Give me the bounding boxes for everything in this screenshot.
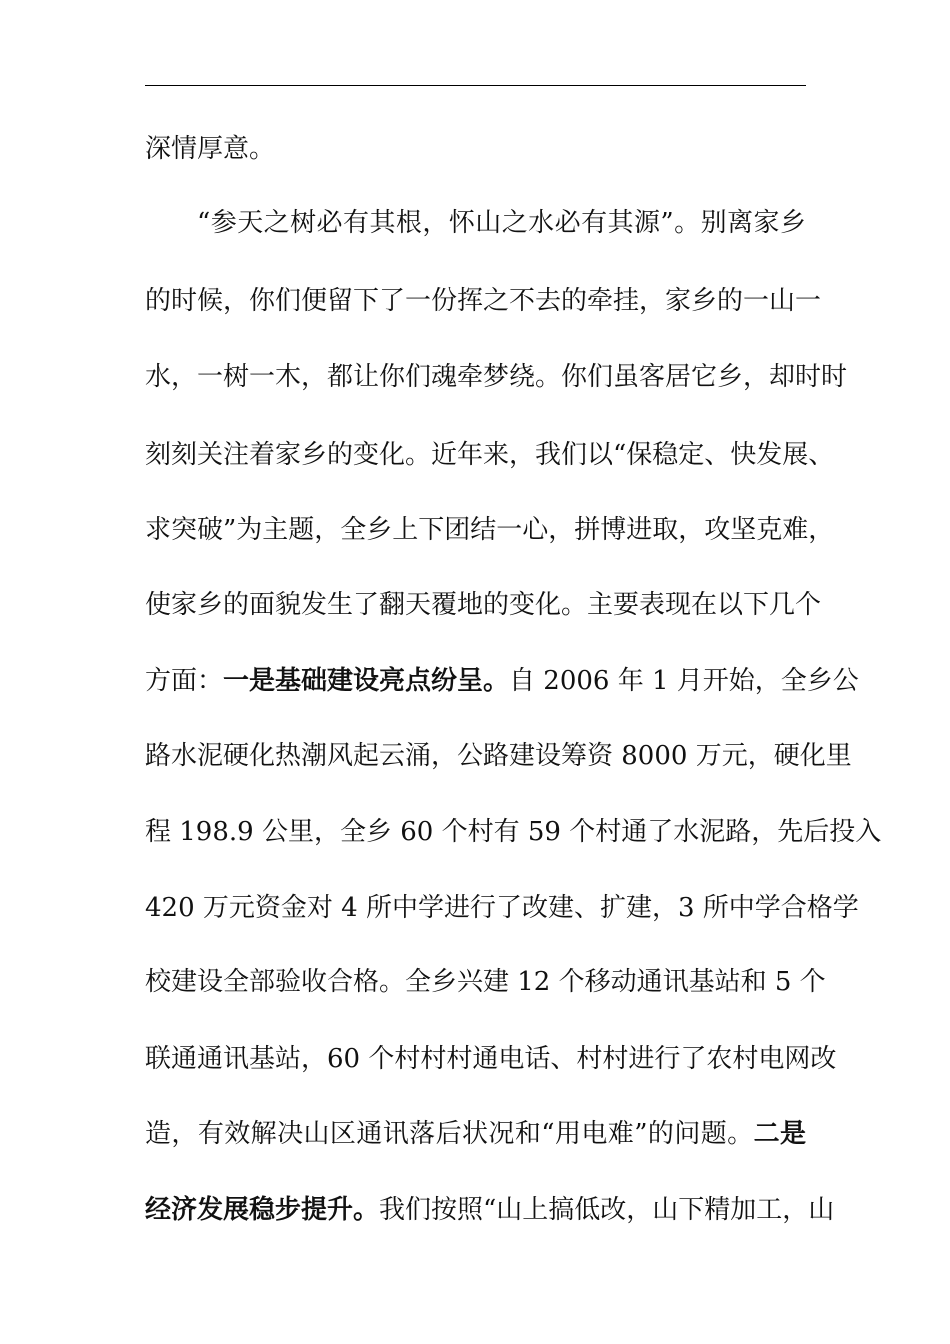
text-line: 水，一树一木，都让你们魂牵梦绕。你们虽客居它乡，却时时 [145, 362, 848, 392]
text-line: 使家乡的面貌发生了翻天覆地的变化。主要表现在以下几个 [145, 590, 822, 620]
bold-heading: 经济发展稳步提升。 [145, 1195, 380, 1225]
text-line: 程 198.9 公里，全乡 60 个村有 59 个村通了水泥路，先后投入 [145, 817, 882, 847]
text-line: 方面：一是基础建设亮点纷呈。自 2006 年 1 月开始，全乡公 [145, 666, 859, 696]
text-line: 刻刻关注着家乡的变化。近年来，我们以“保稳定、快发展、 [145, 440, 835, 470]
text-line: 420 万元资金对 4 所中学进行了改建、扩建，3 所中学合格学 [145, 893, 859, 923]
text-line: “参天之树必有其根，怀山之水必有其源”。别离家乡 [197, 208, 806, 238]
text-line: 的时候，你们便留下了一份挥之不去的牵挂，家乡的一山一 [145, 286, 822, 316]
header-rule [145, 85, 806, 86]
bold-heading: 二是 [753, 1119, 806, 1149]
text-line: 校建设全部验收合格。全乡兴建 12 个移动通讯基站和 5 个 [145, 967, 826, 997]
text-line: 路水泥硬化热潮风起云涌，公路建设筹资 8000 万元，硬化里 [145, 741, 852, 771]
bold-heading: 一是基础建设亮点纷呈。 [223, 666, 510, 696]
text-line: 求突破”为主题，全乡上下团结一心，拼博进取，攻坚克难， [145, 515, 835, 545]
text-line: 联通通讯基站，60 个村村村通电话、村村进行了农村电网改 [145, 1044, 837, 1074]
text-line: 经济发展稳步提升。我们按照“山上搞低改，山下精加工，山 [145, 1195, 835, 1225]
text-line: 深情厚意。 [145, 134, 276, 164]
text-line: 造，有效解决山区通讯落后状况和“用电难”的问题。二是 [145, 1119, 806, 1149]
